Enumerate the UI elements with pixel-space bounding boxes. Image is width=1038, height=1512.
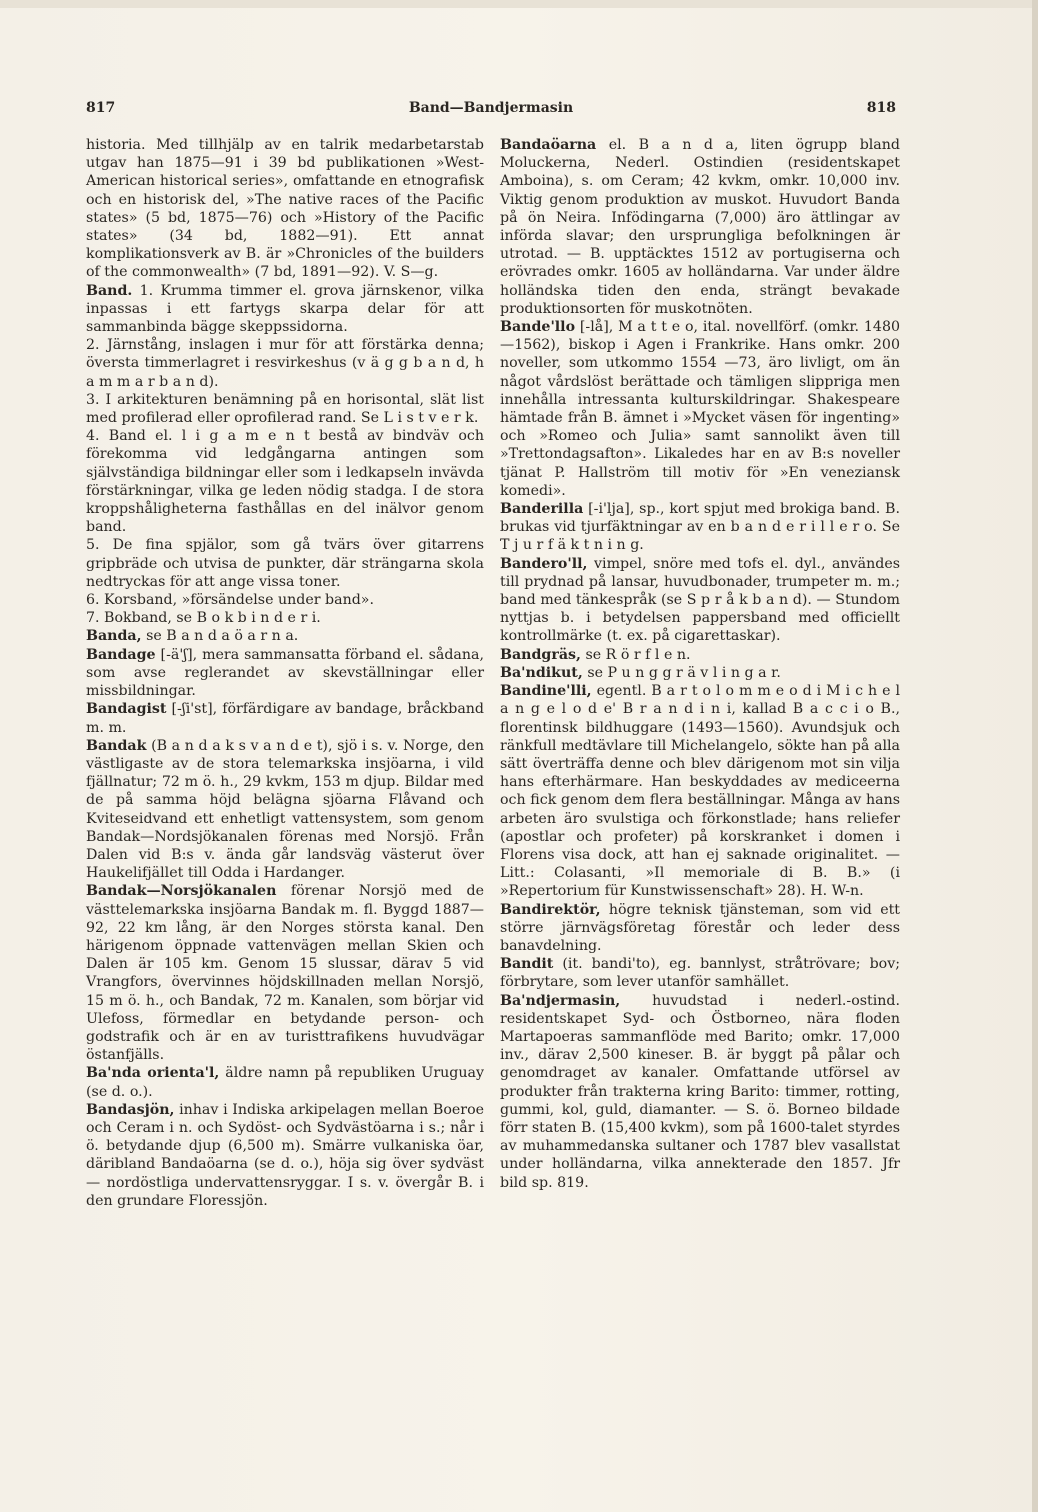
dictionary-entry: [500, 500, 900, 555]
running-title: Band—Bandjermasin: [408, 100, 574, 116]
right-column: [500, 136, 900, 1192]
dictionary-entry: [86, 336, 484, 391]
entry-headword: Bandero'll,: [500, 555, 588, 572]
dictionary-entry: [500, 664, 900, 682]
entry-text: huvudstad i nederl.-ostind. residentskapet Syd- och Östborneo, nära floden Martapoeras sammanflöde med Barito; omkr. 17,000 inv., därav 2,500 kineser. B. är byggt på pålar och genomdraget av kanaler. Omfattande utförsel av produkter från trakterna kring Barito: timmer, rotting, gummi, kol, guld, diamanter. — S. ö. Borneo bildade förr staten B. (15,400 kvkm), som på 1600-talet styrdes av muhammedanska sultaner och 1787 blev vasallstat under holländarna, vilka annekterade den 1857. Jfr bild sp. 819.: [500, 992, 900, 1191]
entry-headword: Bandak: [86, 737, 147, 754]
entry-text: [-i'lja], sp., kort spjut med brokiga band. B. brukas vid tjurfäktningar av en b a n d e r i l l e r o. Se T j u r f ä k t n i n g.: [500, 501, 900, 554]
dictionary-entry: [86, 391, 484, 427]
entry-text: förenar Norsjö med de västtelemarkska insjöarna Bandak m. fl. Byggd 1887—92, 22 km lång, är den Norges största kanal. Den härigenom öppnade vattenvägen mellan Skien och Dalen är 105 km. Genom 15 slussar, därav 5 vid Vrangfors, övervinnes höjdskillnaden mellan Norsjö, 15 m ö. h., och Bandak, 72 m. Kanalen, som börjar vid Ulefoss, förmedlar en betydande person- och godstrafik och är en av turisttrafikens huvudvägar östanfjälls.: [86, 883, 485, 1064]
entry-text: 2. Järnstång, inslagen i mur för att förstärka denna; översta timmerlagret i resvirkeshus (v ä g g b a n d, h a m m a r b a n d).: [86, 337, 484, 390]
entry-text: se B a n d a ö a r n a.: [146, 628, 299, 645]
dictionary-entry: [86, 136, 484, 282]
dictionary-entry: [86, 427, 484, 536]
entry-headword: Ba'ndjermasin,: [500, 992, 621, 1009]
dictionary-entry: [86, 737, 484, 883]
dictionary-entry: [86, 1101, 484, 1210]
entry-text: 7. Bokband, se B o k b i n d e r i.: [86, 610, 321, 627]
entry-headword: Ba'nda orienta'l,: [86, 1065, 220, 1082]
entry-text: se P u n g g r ä v l i n g a r.: [587, 664, 781, 681]
entry-headword: Ba'ndikut,: [500, 664, 583, 681]
left-column: [86, 136, 484, 1210]
entry-text: (it. bandi'to), eg. bannlyst, stråtrövare; bov; förbrytare, som lever utanför samhället.: [500, 956, 900, 991]
dictionary-entry: [500, 318, 900, 500]
dictionary-entry: [500, 646, 900, 664]
entry-headword: Bandine'lli,: [500, 683, 592, 700]
entry-headword: Bandasjön,: [86, 1101, 175, 1118]
entry-headword: Bandit: [500, 956, 554, 973]
entry-text: [-ʃi'st], förfärdigare av bandage, bråckband m. m.: [86, 701, 484, 736]
scan-right-edge: [1032, 0, 1038, 1512]
entry-text: se R ö r f l e n.: [585, 646, 691, 663]
entry-headword: Bandirektör,: [500, 901, 601, 918]
entry-headword: Bandgräs,: [500, 646, 581, 663]
dictionary-entry: [500, 136, 900, 318]
entry-text: inhav i Indiska arkipelagen mellan Boeroe och Ceram i n. och Sydöst- och Sydvästöarna i s.; når i ö. betydande djup (6,500 m). Smärre vulkaniska öar, däribland Bandaöarna (se d. o.), höja sig över sydväst — nordöstliga undervattensryggar. I s. v. övergår B. i den grundare Floressjön.: [86, 1101, 485, 1209]
entry-text: (B a n d a k s v a n d e t), sjö i s. v. Norge, den västligaste av de stora telemarkska insjöarna, i vild fjällnatur; 72 m ö. h., 29 kvkm, 153 m djup. Bildar med de på samma höjd belägna sjöarna Flåvand och Kviteseidvand ett enhetligt vattensystem, som genom Bandak—Nordsjökanalen förenas med Norsjö. Från Dalen vid B:s v. ända går landsväg västerut över Haukelifjället till Odda i Hardanger.: [86, 737, 485, 882]
entry-text: [-ä'ʃ], mera sammansatta förband el. sådana, som avse reglerandet av skevställningar eller missbildningar.: [86, 646, 484, 700]
entry-headword: Bandagist: [86, 701, 167, 718]
entry-text: 1. Krumma timmer el. grova järnskenor, vilka inpassas i ett fartygs skarpa delar för att sammanbinda bägge skeppssidorna.: [86, 282, 484, 336]
dictionary-entry: [86, 1064, 484, 1100]
dictionary-entry: [500, 955, 900, 991]
dictionary-entry: [86, 627, 484, 645]
dictionary-entry: [86, 591, 484, 609]
entry-text: högre teknisk tjänsteman, som vid ett större järnvägsföretag förestår och leder dess banavdelning.: [500, 901, 901, 954]
page-number-right: 818: [866, 100, 896, 116]
entry-text: 4. Band el. l i g a m e n t bestå av bindväv och förekomma vid ledgångarna antingen som självständiga bildningar eller som i ledkapseln invävda förstärkningar, vilka ge leden nödig stadga. I de stora kroppshåligheterna fasthållas en del inälvor genom band.: [86, 428, 484, 536]
entry-text: [-lå], M a t t e o, ital. novellförf. (omkr. 1480—1562), biskop i Agen i Frankrike. Hans omkr. 200 noveller, som utkommo 1554 —73, äro livligt, om än något vårdslöst berättade och tämligen slippriga men innehålla intressanta kulturskildringar. Shakespeare hämtade från B. ämnet i »Mycket väsen för ingenting» och »Romeo och Julia» samt sannolikt även till »Trettondagsafton». Likaledes har en av B:s noveller tjänat P. Hallström till motiv för »En veneziansk komedi».: [500, 319, 900, 499]
entry-text: 5. De fina spjälor, som gå tvärs över gitarrens gripbräde och utvisa de punkter, där strängarna skola nedtryckas för att ange vissa toner.: [86, 537, 484, 590]
dictionary-entry: [86, 536, 484, 591]
entry-headword: Bandak—Norsjökanalen: [86, 883, 277, 900]
entry-text: äldre namn på republiken Uruguay (se d. o.).: [86, 1065, 485, 1100]
page-header: [86, 100, 896, 124]
dictionary-entry: [86, 609, 484, 627]
entry-text: 3. I arkitekturen benämning på en horisontal, slät list med profilerad eller oprofilerad rand. Se L i s t v e r k.: [86, 391, 484, 427]
entry-text: 6. Korsband, »försändelse under band».: [86, 592, 374, 609]
entry-headword: Bandage: [86, 646, 156, 663]
scan-top-strip: [0, 0, 1038, 8]
entry-text: historia. Med tillhjälp av en talrik medarbetarstab utgav han 1875—91 i 39 bd publikationen »West-American historical series», omfattande en etnografisk och en historisk del, »The native races of the Pacific states» (5 bd, 1875—76) och »History of the Pacific states» (34 bd, 1882—91). Ett annat komplikationsverk av B. är »Chronicles of the builders of the commonwealth» (7 bd, 1891—92). V. S—g.: [86, 137, 484, 281]
dictionary-entry: [86, 700, 484, 736]
entry-headword: Banderilla: [500, 501, 584, 518]
dictionary-entry: [500, 901, 900, 956]
entry-headword: Bande'llo: [500, 319, 576, 336]
entry-headword: Bandaöarna: [500, 137, 597, 153]
dictionary-entry: [500, 555, 900, 646]
entry-text: el. B a n d a, liten ögrupp bland Moluckerna, Nederl. Ostindien (residentskapet Amboina), s. om Ceram; 42 kvkm, omkr. 10,000 inv. Viktig genom produktion av muskot. Huvudort Banda på ön Neira. Infödingarna (7,000) äro ättlingar av införda slavar; den ursprungliga befolkningen är utrotad. — B. upptäcktes 1512 av portugiserna och erövrades omkr. 1605 av holländarna. Var under äldre holländska tiden den enda, strängt bevakade produktionsorten för muskotnöten.: [500, 137, 900, 317]
dictionary-entry: [86, 882, 484, 1064]
dictionary-entry: [500, 992, 900, 1192]
entry-headword: Banda,: [86, 628, 142, 645]
dictionary-entry: [86, 646, 484, 701]
dictionary-entry: [86, 282, 484, 337]
entry-headword: Band.: [86, 282, 133, 299]
dictionary-entry: [500, 682, 900, 900]
page-number-left: 817: [86, 100, 116, 116]
entry-text: egentl. B a r t o l o m m e o d i M i c h e l a n g e l o d e' B r a n d i n i, kallad B a c c i o B., florentinsk bildhuggare (1493—1560). Avundsjuk och ränkfull medtävlare till Michelangelo, sökte han på alla sätt överträffa denne och blev därigenom mot sin vilja hans efterhärmare. Han beskyddades av mediceerna och fick genom dem flera beställningar. Många av hans arbeten äro svulstiga och förkonstlade; hans reliefer (apostlar och profeter) på korskranket i domen i Florens visa dock, att han ej saknade originalitet. — Litt.: Colasanti, »Il memoriale di B. B.» (i »Repertorium für Kunstwissenschaft» 28). H. W-n.: [500, 683, 901, 900]
entry-text: vimpel, snöre med tofs el. dyl., användes till prydnad på lansar, huvudbonader, trumpeter m. m.; band med tänkespråk (se S p r å k b a n d). — Stundom nyttjas b. i betydelsen pappersband med officiellt kontrollmärke (t. ex. på cigarettaskar).: [500, 555, 900, 645]
